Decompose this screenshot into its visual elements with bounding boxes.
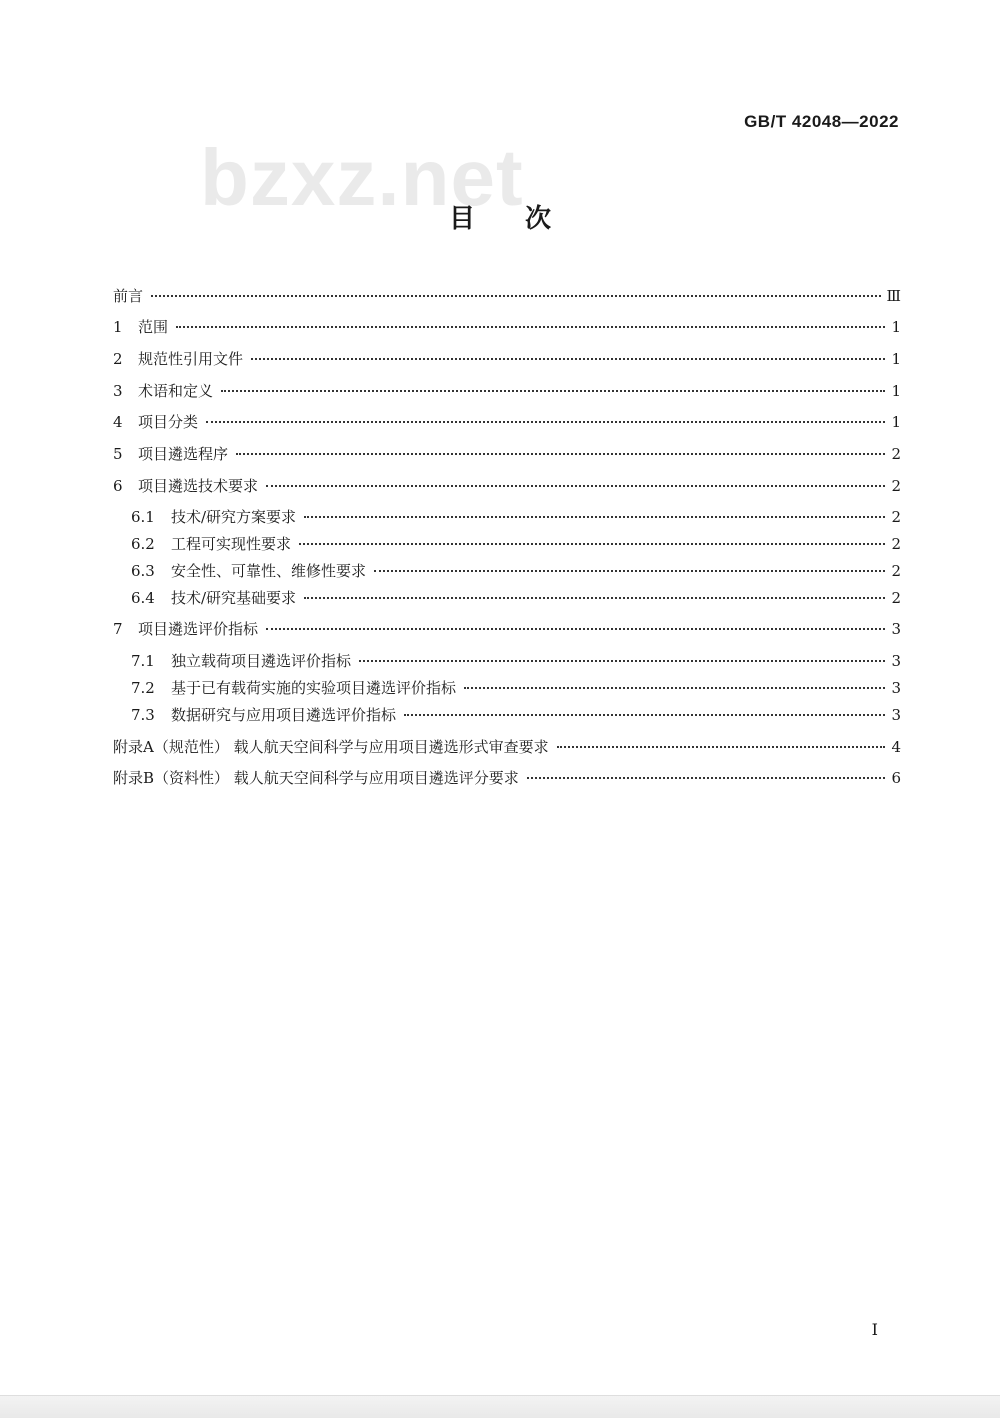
toc-entry-page: 1 [891, 318, 901, 336]
toc-entry[interactable] [113, 348, 901, 370]
toc-leader [527, 777, 885, 779]
toc-subentry[interactable] [131, 533, 901, 555]
toc-leader [236, 453, 885, 455]
toc-entry-label: 技术/研究基础要求 [171, 589, 297, 607]
toc-entry-label: 基于已有载荷实施的实验项目遴选评价指标 [171, 679, 457, 697]
toc-leader [251, 358, 885, 360]
toc-leader [151, 295, 881, 297]
toc-leader [404, 714, 885, 716]
toc-leader [176, 326, 885, 328]
toc-leader [557, 746, 885, 748]
toc-entry[interactable] [113, 736, 901, 758]
toc-entry-number: 7.3 [131, 706, 155, 724]
toc-entry-number: 6 [113, 477, 123, 495]
toc-leader [359, 660, 885, 662]
toc-entry-label: 规范性引用文件 [138, 350, 244, 368]
toc-subentry[interactable] [131, 506, 901, 528]
toc-leader [221, 390, 885, 392]
toc-entry-label: 工程可实现性要求 [171, 535, 292, 553]
toc-entry-page: 4 [891, 738, 901, 756]
toc-entry-page: 2 [891, 508, 901, 526]
toc-entry-label: 独立载荷项目遴选评价指标 [171, 652, 352, 670]
toc-leader [266, 485, 885, 487]
toc-entry-page: 3 [891, 679, 901, 697]
toc-entry-label: 数据研究与应用项目遴选评价指标 [171, 706, 397, 724]
toc-subentry[interactable] [131, 560, 901, 582]
toc-entry-number: 7 [113, 620, 123, 638]
toc-entry-label: 附录A（规范性） 载人航天空间科学与应用项目遴选形式审查要求 [113, 738, 549, 756]
toc-entry-page: 2 [891, 477, 901, 495]
toc-entry-number: 4 [113, 413, 123, 431]
toc-entry-number: 6.4 [131, 589, 155, 607]
toc-entry-page: 1 [891, 413, 901, 431]
toc-entry-page: 3 [891, 706, 901, 724]
toc-leader [464, 687, 885, 689]
toc-entry-label: 项目遴选程序 [138, 445, 229, 463]
toc-entry[interactable] [113, 443, 901, 465]
watermark: bzxz.net [200, 133, 524, 222]
toc-entry-page: Ⅲ [886, 287, 901, 305]
standard-number: GB/T 42048—2022 [744, 112, 899, 131]
toc-entry-page: 2 [891, 535, 901, 553]
toc-entry[interactable] [113, 285, 901, 307]
toc-entry[interactable] [113, 316, 901, 338]
toc-entry-label: 附录B（资料性） 载人航天空间科学与应用项目遴选评分要求 [113, 769, 519, 787]
toc-entry-number: 3 [113, 382, 123, 400]
toc-entry-label: 技术/研究方案要求 [171, 508, 297, 526]
toc-entry[interactable] [113, 475, 901, 497]
toc-entry[interactable] [113, 767, 901, 789]
toc-entry-number: 7.1 [131, 652, 155, 670]
toc-entry-label: 项目分类 [138, 413, 199, 431]
toc-subentry[interactable] [131, 677, 901, 699]
toc-leader [304, 597, 885, 599]
toc-entry-page: 1 [891, 350, 901, 368]
toc-entry-page: 3 [891, 620, 901, 638]
page-title: 目次 [448, 204, 601, 234]
toc-entry-label: 安全性、可靠性、维修性要求 [171, 562, 367, 580]
toc-entry[interactable] [113, 380, 901, 402]
toc-entry[interactable] [113, 411, 901, 433]
toc-entry-label: 范围 [138, 318, 169, 336]
toc-leader [206, 421, 885, 423]
toc-entry[interactable] [113, 618, 901, 640]
toc-entry-label: 项目遴选评价指标 [138, 620, 259, 638]
toc-entry-number: 7.2 [131, 679, 155, 697]
toc-entry-page: 2 [891, 562, 901, 580]
toc-entry-number: 5 [113, 445, 123, 463]
toc-subentry[interactable] [131, 704, 901, 726]
toc-entry-page: 6 [891, 769, 901, 787]
toc-leader [266, 628, 885, 630]
toc-entry-number: 6.3 [131, 562, 155, 580]
toc-subentry[interactable] [131, 650, 901, 672]
toc-entry-number: 6.1 [131, 508, 155, 526]
toc-entry-label: 项目遴选技术要求 [138, 477, 259, 495]
toc-leader [299, 543, 885, 545]
toc-entry-label: 前言 [113, 287, 144, 305]
page-number: I [871, 1320, 878, 1339]
toc-entry-page: 2 [891, 445, 901, 463]
toc-entry-number: 6.2 [131, 535, 155, 553]
page-bottom-edge [0, 1395, 1000, 1418]
toc-entry-number: 2 [113, 350, 123, 368]
toc-entry-page: 2 [891, 589, 901, 607]
toc-leader [304, 516, 885, 518]
toc-subentry[interactable] [131, 587, 901, 609]
toc-entry-page: 3 [891, 652, 901, 670]
toc-entry-page: 1 [891, 382, 901, 400]
toc-entry-number: 1 [113, 318, 123, 336]
toc-entry-label: 术语和定义 [138, 382, 214, 400]
toc-leader [374, 570, 885, 572]
